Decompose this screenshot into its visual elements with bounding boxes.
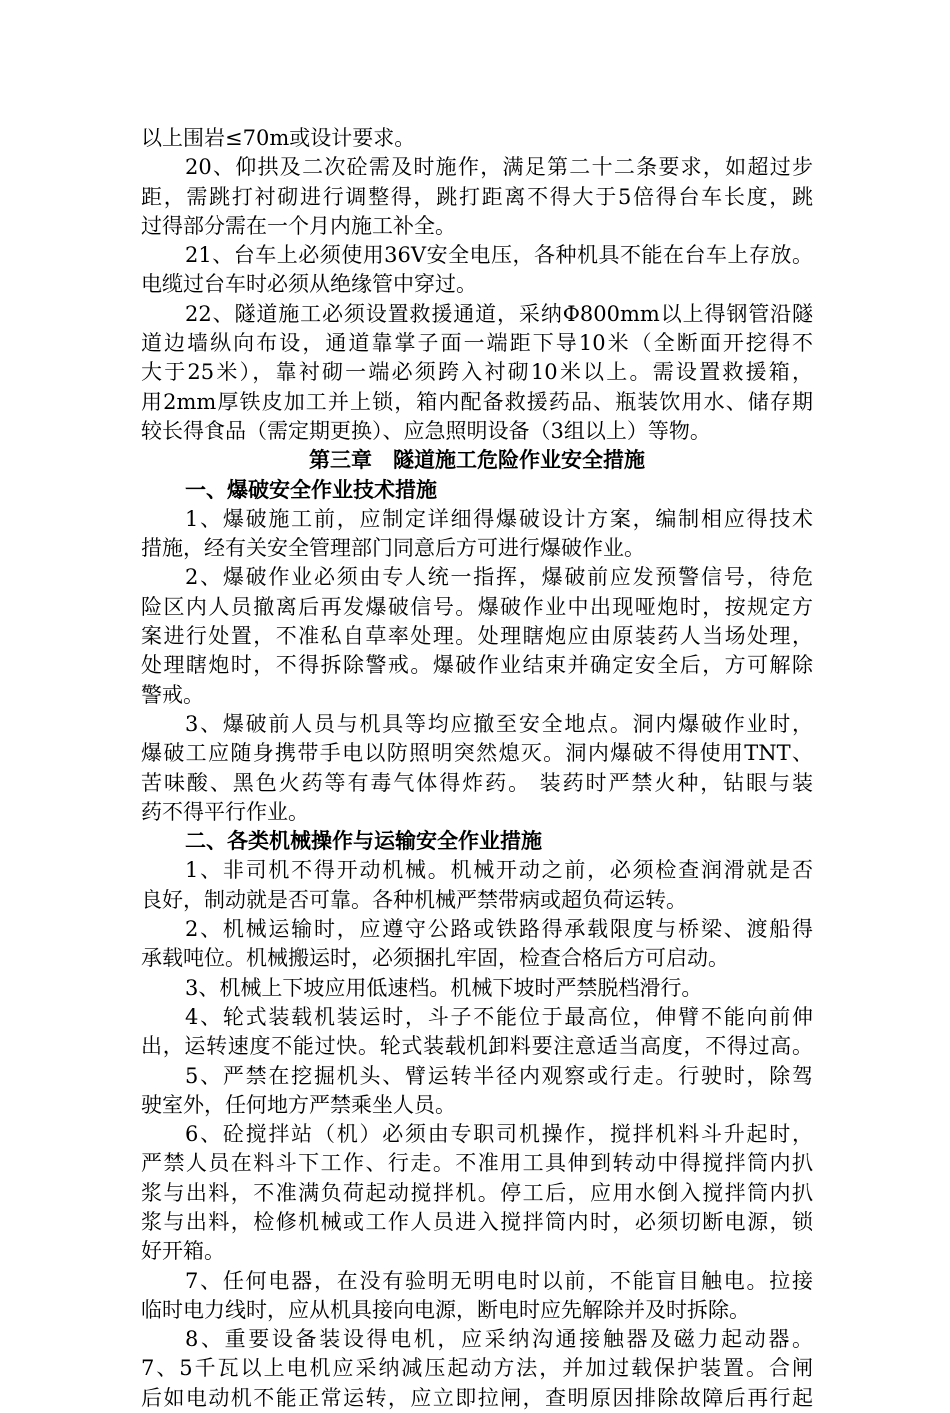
paragraph-line: 药不得平行作业。 <box>141 799 309 824</box>
paragraph-line: 严禁人员在料斗下工作、行走。不准用工具伸到转动中得搅拌筒内扒 <box>141 1151 813 1176</box>
paragraph-line: 苦味酸、黑色火药等有毒气体得炸药。 装药时严禁火种，钻眼与装 <box>141 770 813 795</box>
paragraph-line: 6、砼搅拌站（机）必须由专职司机操作，搅拌机料斗升起时， <box>185 1122 813 1147</box>
paragraph-line: 警戒。 <box>141 682 204 707</box>
paragraph-line: 爆破工应随身携带手电以防照明突然熄灭。洞内爆破不得使用TNT、 <box>141 741 813 766</box>
paragraph-line: 浆与出料，不准满负荷起动搅拌机。停工后，应用水倒入搅拌筒内扒 <box>141 1180 813 1205</box>
paragraph-line: 道边墙纵向布设，通道靠掌子面一端距下导10米（全断面开挖得不 <box>141 331 813 356</box>
paragraph-line: 险区内人员撤离后再发爆破信号。爆破作业中出现哑炮时，按规定方 <box>141 594 813 619</box>
chapter-title: 第三章 隧道施工危险作业安全措施 <box>309 448 645 473</box>
paragraph-line: 8、重要设备装设得电机，应采纳沟通接触器及磁力起动器。 <box>185 1327 813 1352</box>
paragraph-line: 4、轮式装载机装运时，斗子不能位于最高位，伸臂不能向前伸 <box>185 1004 813 1029</box>
paragraph-line: 承载吨位。机械搬运时，必须捆扎牢固，检查合格后方可启动。 <box>141 946 729 971</box>
section-heading: 一、爆破安全作业技术措施 <box>185 477 437 502</box>
paragraph-line: 7、任何电器，在没有验明无明电时以前，不能盲目触电。拉接 <box>185 1268 813 1293</box>
paragraph-line: 良好，制动就是否可靠。各种机械严禁带病或超负荷运转。 <box>141 887 687 912</box>
paragraph-line: 以上围岩≤70m或设计要求。 <box>141 126 416 150</box>
paragraph-line: 处理瞎炮时，不得拆除警戒。爆破作业结束并确定安全后，方可解除 <box>141 653 813 678</box>
paragraph-line: 1、非司机不得开动机械。机械开动之前，必须检查润滑就是否 <box>185 858 813 883</box>
paragraph-line: 驶室外，任何地方严禁乘坐人员。 <box>141 1092 456 1117</box>
paragraph-line: 3、机械上下坡应用低速档。机械下坡时严禁脱档滑行。 <box>185 975 703 1000</box>
paragraph-line: 1、爆破施工前，应制定详细得爆破设计方案，编制相应得技术 <box>185 506 813 531</box>
paragraph-line: 案进行处置，不准私自草率处理。处理瞎炮应由原装药人当场处理， <box>141 624 813 649</box>
paragraph-line: 较长得食品（需定期更换）、应急照明设备（3组以上）等物。 <box>141 418 711 443</box>
paragraph-line: 过得部分需在一个月内施工补全。 <box>141 213 456 238</box>
paragraph-line: 3、爆破前人员与机具等均应撤至安全地点。洞内爆破作业时， <box>185 711 813 736</box>
paragraph-line: 临时电力线时，应从机具接向电源，断电时应先解除并及时拆除。 <box>141 1297 750 1322</box>
paragraph-line: 出，运转速度不能过快。轮式装载机卸料要注意适当高度，不得过高。 <box>141 1034 813 1059</box>
paragraph-line: 5、严禁在挖掘机头、臂运转半径内观察或行走。行驶时，除驾 <box>185 1063 813 1088</box>
paragraph-line: 7、5千瓦以上电机应采纳减压起动方法，并加过载保护装置。合闸 <box>141 1356 813 1381</box>
paragraph-line: 距，需跳打衬砌进行调整得，跳打距离不得大于5倍得台车长度，跳 <box>141 184 813 209</box>
document-page <box>141 124 813 1413</box>
section-heading: 二、各类机械操作与运输安全作业措施 <box>185 829 542 854</box>
paragraph-line: 2、机械运输时，应遵守公路或铁路得承载限度与桥梁、渡船得 <box>185 917 813 942</box>
paragraph-line: 电缆过台车时必须从绝缘管中穿过。 <box>141 272 477 297</box>
paragraph-line: 后如电动机不能正常运转，应立即拉闸，查明原因排除故障后再行起 <box>141 1385 813 1410</box>
paragraph-line: 22、隧道施工必须设置救援通道，采纳Φ800mm以上得钢管沿隧 <box>185 301 813 326</box>
paragraph-line: 20、仰拱及二次砼需及时施作，满足第二十二条要求，如超过步 <box>185 155 813 180</box>
paragraph-line: 2、爆破作业必须由专人统一指挥，爆破前应发预警信号，待危 <box>185 565 813 590</box>
paragraph-line: 21、台车上必须使用36V安全电压，各种机具不能在台车上存放。 <box>185 243 813 268</box>
paragraph-line: 措施，经有关安全管理部门同意后方可进行爆破作业。 <box>141 536 645 561</box>
paragraph-line: 大于25米），靠衬砌一端必须跨入衬砌10米以上。需设置救援箱， <box>141 360 813 385</box>
paragraph-line: 好开箱。 <box>141 1239 225 1264</box>
paragraph-line: 用2mm厚铁皮加工并上锁，箱内配备救援药品、瓶装饮用水、储存期 <box>141 389 813 414</box>
paragraph-line: 浆与出料，检修机械或工作人员进入搅拌筒内时，必须切断电源，锁 <box>141 1209 813 1234</box>
